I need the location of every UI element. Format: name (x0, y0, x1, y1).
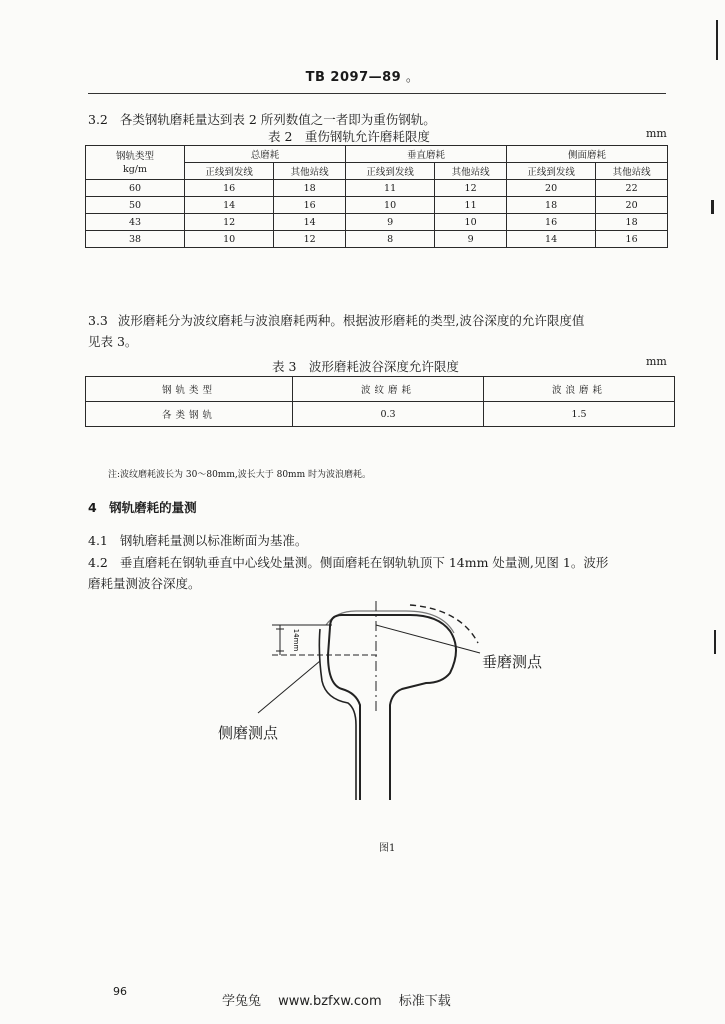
subheader: 正线到发线 (345, 163, 434, 180)
table-cell: 10 (185, 231, 274, 248)
table-row (86, 180, 668, 197)
table-cell: 14 (506, 231, 595, 248)
footer-watermark: 学兔兔 www.bzfxw.com 标准下载 (222, 994, 451, 1009)
group-header-vertical: 垂直磨耗 (345, 146, 506, 163)
table-cell: 10 (435, 214, 507, 231)
section-text-line2: 磨耗量测波谷深度。 (88, 576, 201, 591)
subheader: 正线到发线 (185, 163, 274, 180)
table-cell: 16 (596, 231, 668, 248)
table3-header-ripple: 波纹磨耗 (293, 377, 484, 402)
table-cell: 11 (435, 197, 507, 214)
table-cell: 9 (435, 231, 507, 248)
section-number: 4.1 (88, 533, 108, 548)
table-row (86, 197, 668, 214)
table2-caption: 表 2 重伤钢轨允许磨耗限度 (268, 129, 430, 144)
table-cell: 11 (345, 180, 434, 197)
section-number: 3.3 (88, 313, 108, 328)
table-cell: 20 (596, 197, 668, 214)
group-header-side: 侧面磨耗 (506, 146, 667, 163)
table-cell: 16 (506, 214, 595, 231)
table-cell: 18 (596, 214, 668, 231)
table-cell: 10 (345, 197, 434, 214)
table-cell: 8 (345, 231, 434, 248)
table-cell: 14 (274, 214, 346, 231)
table-cell: 43 (86, 214, 185, 231)
header-dot: 。 (405, 70, 420, 85)
page-number: 96 (113, 985, 127, 998)
section-4-1 (88, 530, 307, 551)
subheader: 其他站线 (435, 163, 507, 180)
table-cell: 22 (596, 180, 668, 197)
table3-caption: 表 3 波形磨耗波谷深度允许限度 (272, 359, 459, 374)
rail-head-outline (330, 615, 456, 800)
table-cell: 38 (86, 231, 185, 248)
table3-unit: mm (646, 355, 667, 368)
section-text-line2: 见表 3。 (88, 334, 138, 349)
table-cell: 60 (86, 180, 185, 197)
figure-caption: 图1 (379, 843, 396, 854)
table-row (86, 214, 668, 231)
side-leader (258, 661, 320, 713)
rail-profile-diagram (180, 585, 560, 845)
section-text-line1: 垂直磨耗在钢轨垂直中心线处量测。侧面磨耗在钢轨轨顶下 14mm 处量测,见图 1。波形 (119, 555, 609, 570)
table3-note: 注:波纹磨耗波长为 30～80mm,波长大于 80mm 时为波浪磨耗。 (108, 470, 371, 480)
table-cell: 12 (435, 180, 507, 197)
section-3-3 (88, 310, 678, 352)
subheader: 正线到发线 (506, 163, 595, 180)
vertical-wear-point-label: 垂磨测点 (482, 653, 543, 671)
table-cell: 1.5 (484, 402, 675, 427)
side-wear-point-label: 侧磨测点 (218, 724, 279, 742)
section-text-line1: 波形磨耗分为波纹磨耗与波浪磨耗两种。根据波形磨耗的类型,波谷深度的允许限度值 (117, 313, 585, 328)
rail-type-header: 钢轨类型 kg/m (86, 146, 185, 180)
vertical-leader (376, 625, 480, 653)
table-cell: 50 (86, 197, 185, 214)
table-row (86, 231, 668, 248)
table-cell: 20 (506, 180, 595, 197)
table3-header-rail-type: 钢轨类型 (86, 377, 293, 402)
table-cell: 18 (506, 197, 595, 214)
section-text: 各类钢轨磨耗量达到表 2 所列数值之一者即为重伤钢轨。 (119, 112, 436, 127)
table-cell: 18 (274, 180, 346, 197)
table2-unit: mm (646, 127, 667, 140)
section-number: 4.2 (88, 555, 108, 570)
scan-mark (714, 630, 716, 654)
section-text: 钢轨磨耗量测以标准断面为基准。 (119, 533, 308, 548)
table-cell: 0.3 (293, 402, 484, 427)
table-cell: 16 (274, 197, 346, 214)
section-number: 3.2 (88, 112, 108, 127)
subheader: 其他站线 (596, 163, 668, 180)
document-header (0, 66, 725, 85)
table2 (85, 145, 668, 248)
scan-mark (711, 200, 714, 214)
subheader: 其他站线 (274, 163, 346, 180)
section-4-heading (88, 498, 197, 516)
table-cell: 16 (185, 180, 274, 197)
section-number: 4 (88, 500, 97, 515)
table3-header-wave: 波浪磨耗 (484, 377, 675, 402)
table-cell: 9 (345, 214, 434, 231)
table-cell: 各类钢轨 (86, 402, 293, 427)
section-title: 钢轨磨耗的量测 (109, 500, 197, 515)
table-cell: 12 (274, 231, 346, 248)
table-row (86, 402, 675, 427)
table3 (85, 376, 675, 427)
standard-code: TB 2097—89 (305, 70, 402, 85)
table-cell: 12 (185, 214, 274, 231)
header-rule (88, 93, 666, 94)
dim-label: 14mm (292, 628, 300, 652)
group-header-total: 总磨耗 (185, 146, 346, 163)
table-cell: 14 (185, 197, 274, 214)
scan-mark (716, 20, 718, 60)
